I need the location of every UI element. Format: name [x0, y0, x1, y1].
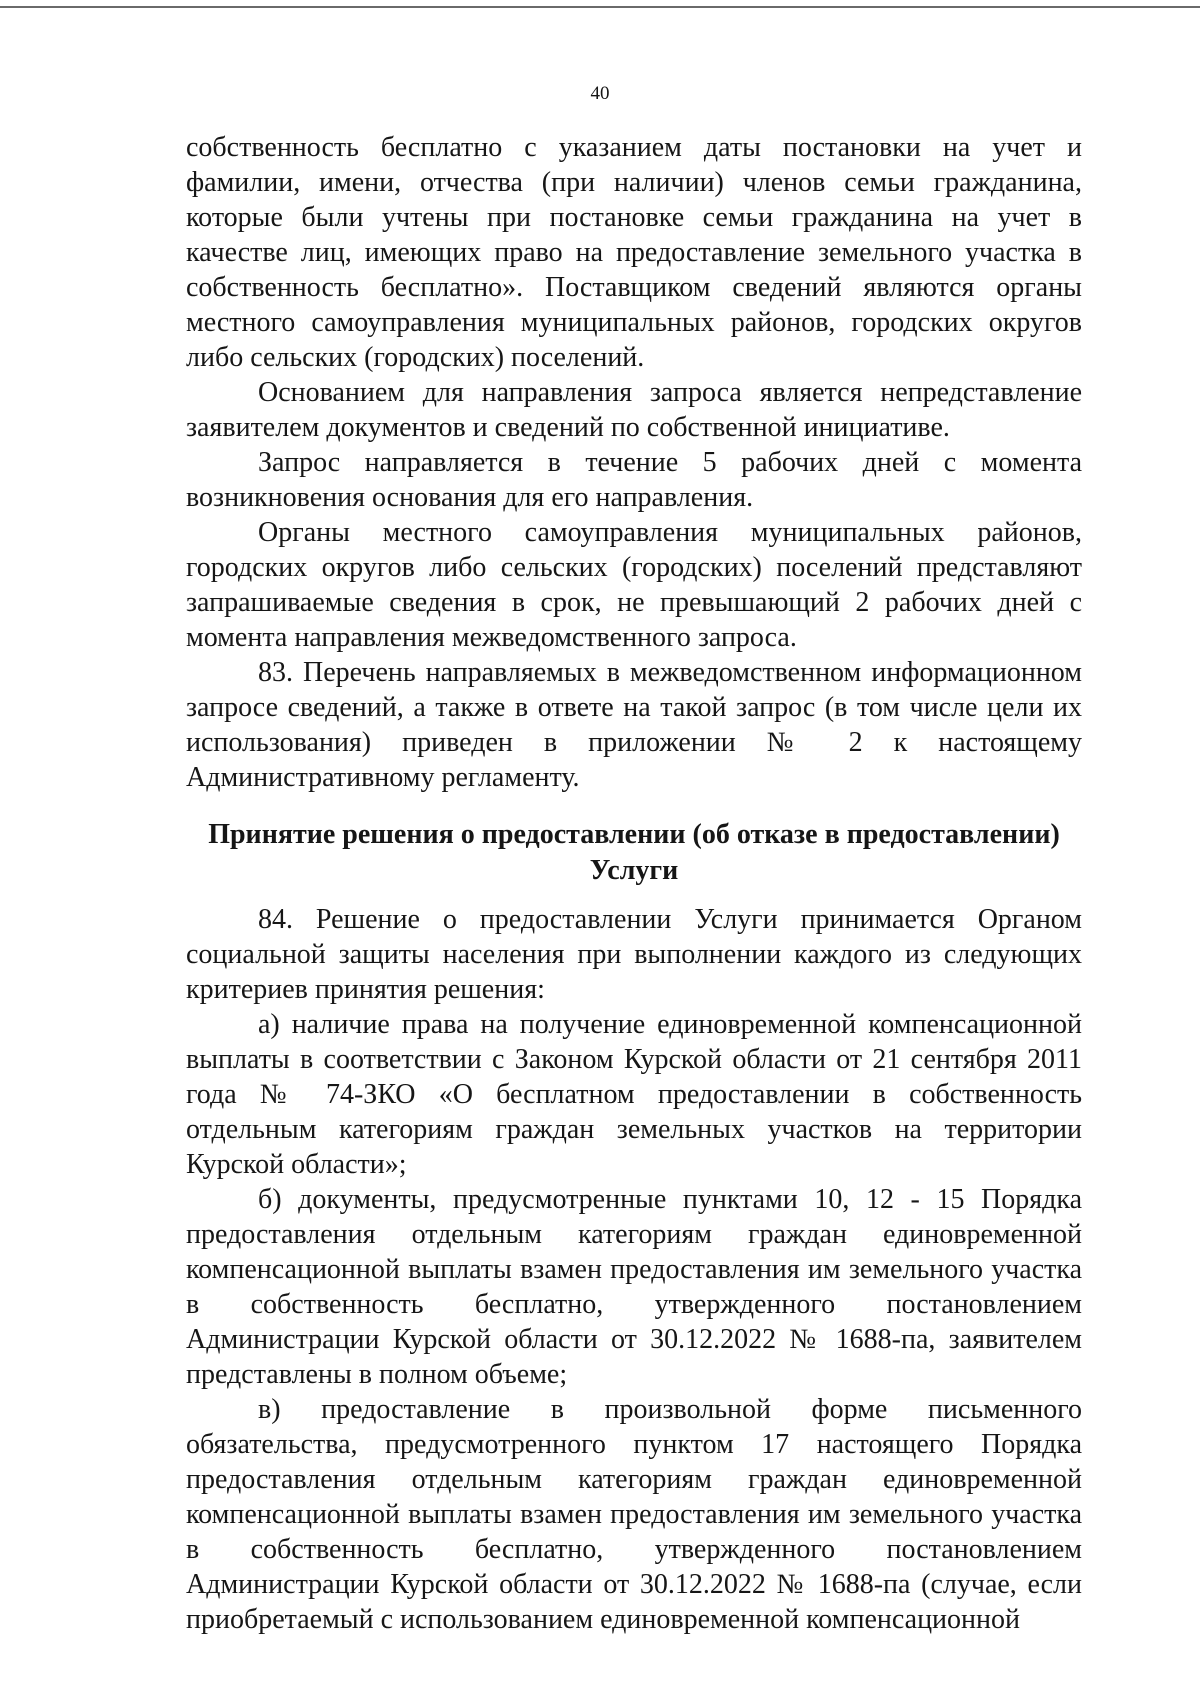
paragraph: в) предоставление в произвольной форме письменного обязательства, предусмотренного пунктом 17 настоящего Порядка предоставления отдельным категориям граждан единовременной компенсационной выплаты взамен предоставления им земельного участка в собственность бесплатно, утвержденного постановлением Администрации Курской области от 30.12.2022 № 1688-па (случае, если приобретаемый с использованием единовременной компенсационной: [186, 1394, 1082, 1635]
paragraph: б) документы, предусмотренные пунктами 10, 12 - 15 Порядка предоставления отдельным категориям граждан единовременной компенсационной выплаты взамен предоставления им земельного участка в собственность бесплатно, утвержденного постановлением Администрации Курской области от 30.12.2022 № 1688-па, заявителем представлены в полном объеме;: [186, 1184, 1082, 1390]
paragraph: Основанием для направления запроса является непредставление заявителем документов и сведений по собственной инициативе.: [186, 377, 1082, 443]
section-heading-line: Услуги: [589, 855, 679, 886]
paragraph: а) наличие права на получение единовременной компенсационной выплаты в соответствии с Законом Курской области от 21 сентября 2011 года № 74-ЗКО «О бесплатном предоставлении в собственность отдельным категориям граждан земельных участков на территории Курской области»;: [186, 1009, 1082, 1180]
body-text-bottom: [186, 902, 1082, 1637]
paragraph: собственность бесплатно с указанием даты постановки на учет и фамилии, имени, отчества (при наличии) членов семьи гражданина, которые были учтены при постановке семьи гражданина на учет в качестве лиц, имеющих право на предоставление земельного участка в собственность бесплатно». Поставщиком сведений являются органы местного самоуправления муниципальных районов, городских округов либо сельских (городских) поселений.: [186, 132, 1082, 373]
scan-edge-line: [0, 6, 1200, 8]
paragraph: Запрос направляется в течение 5 рабочих дней с момента возникновения основания для его направления.: [186, 447, 1082, 513]
page-number: 40: [590, 83, 610, 104]
body-text-top: [186, 130, 1082, 795]
paragraph: 83. Перечень направляемых в межведомственном информационном запросе сведений, а также в ответе на такой запрос (в том числе цели их использования) приведен в приложении № 2 к настоящему Административному регламенту.: [186, 657, 1082, 793]
section-heading: [186, 817, 1082, 889]
paragraph: Органы местного самоуправления муниципальных районов, городских округов либо сельских (городских) поселений представляют запрашиваемые сведения в срок, не превышающий 2 рабочих дней с момента направления межведомственного запроса.: [186, 517, 1082, 653]
paragraph: 84. Решение о предоставлении Услуги принимается Органом социальной защиты населения при выполнении каждого из следующих критериев принятия решения:: [186, 904, 1082, 1005]
section-heading-line: Принятие решения о предоставлении (об отказе в предоставлении): [208, 819, 1060, 850]
